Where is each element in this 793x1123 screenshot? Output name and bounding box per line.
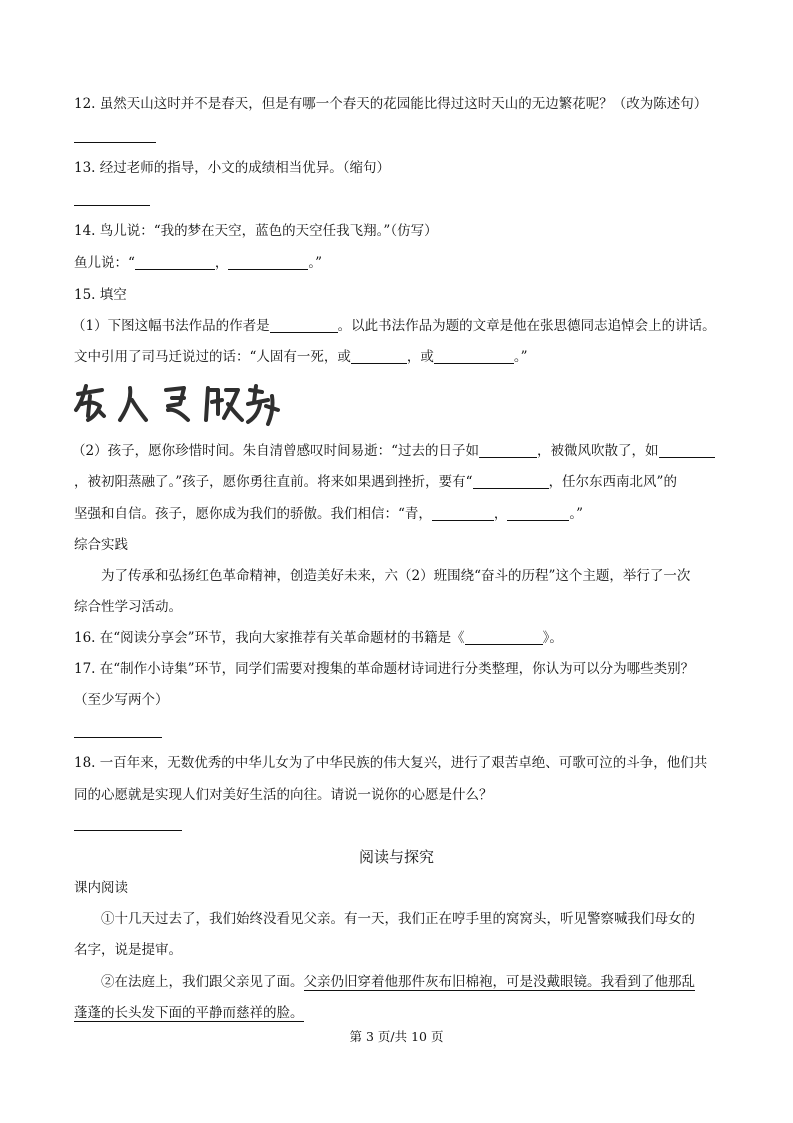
q18-line1: 18. 一百年来，无数优秀的中华儿女为了中华民族的伟大复兴，进行了艰苦卓绝、可歌可泣的斗争，他们共 xyxy=(74,755,708,771)
q17-line1: 17. 在“制作小诗集”环节，同学们需要对搜集的革命题材诗词进行分类整理，你认为可以分为哪些类别？ xyxy=(74,661,695,677)
q17-answer-line[interactable] xyxy=(74,737,162,738)
q15-blank-quote-1[interactable] xyxy=(351,349,407,364)
reading-para2-line2 xyxy=(74,1003,793,1023)
reading-subheading: 课内阅读 xyxy=(74,880,128,896)
q15-title: 15. 填空 xyxy=(74,287,127,303)
reading-para1-line2: 名字，说是提审。 xyxy=(74,942,182,958)
q16-text: 16. 在“阅读分享会”环节，我向大家推荐有关革命题材的书籍是《 》。 xyxy=(74,630,563,646)
reading-para1-line1: ①十几天过去了，我们始终没看见父亲。有一天，我们正在哼手里的窝窝头，听见警察喊我们母女的 xyxy=(101,911,695,927)
q16-blank-book[interactable] xyxy=(465,630,543,645)
q14-answer-row xyxy=(74,253,793,273)
q15-blank-poem[interactable] xyxy=(473,474,549,489)
q14-blank-2[interactable] xyxy=(228,255,308,270)
q15-part2-line3: 坚强和自信。孩子，愿你成为我们的骄傲。我们相信：“青， ， 。” xyxy=(74,506,584,522)
q14-text: 14. 鸟儿说：“我的梦在天空，蓝色的天空任我飞翔。”（仿写） xyxy=(74,223,438,239)
practice-intro-line2: 综合性学习活动。 xyxy=(74,599,182,615)
q14-end: 。” xyxy=(308,255,323,271)
q13-answer-line[interactable] xyxy=(74,205,150,206)
q12-text: 12. 虽然天山这时并不是春天，但是有哪一个春天的花园能比得过这时天山的无边繁花呢？（改为陈述句） xyxy=(74,96,708,112)
q18-answer-line[interactable] xyxy=(74,830,182,831)
q15-part2-line1: （2）孩子，愿你珍惜时间。朱自清曾感叹时间易逝：“过去的日子如 ，被微风吹散了，如 xyxy=(72,441,793,461)
q15-blank-proverb-1[interactable] xyxy=(432,506,494,521)
q13-text: 13. 经过老师的指导，小文的成绩相当优异。（缩句） xyxy=(74,160,391,176)
page-footer: 第 3 页/共 10 页 xyxy=(349,1029,444,1044)
q15-blank-quote-2[interactable] xyxy=(434,349,514,364)
practice-heading: 综合实践 xyxy=(74,537,128,553)
underlined-sentence-cont: 蓬蓬的长头发下面的平静而慈祥的脸。 xyxy=(74,1005,304,1021)
q15-blank-time-2[interactable] xyxy=(659,443,715,458)
q14-comma: ， xyxy=(214,255,229,271)
q15-part2-line2: ，被初阳蒸融了。”孩子，愿你勇往直前。将来如果遇到挫折，要有“ ，任尔东西南北风”的 xyxy=(74,474,677,490)
q15-part1-line1: （1）下图这幅书法作品的作者是 。以此书法作品为题的文章是他在张思德同志追悼会上的讲话。 xyxy=(72,318,716,334)
q15-blank-proverb-2[interactable] xyxy=(507,506,569,521)
q14-prefix: 鱼儿说：“ xyxy=(74,255,135,271)
reading-section-title: 阅读与探究 xyxy=(358,848,434,866)
q15-blank-time-1[interactable] xyxy=(479,443,537,458)
q12-answer-line[interactable] xyxy=(74,142,156,143)
reading-para2-line1: ②在法庭上，我们跟父亲见了面。父亲仍旧穿着他那件灰布旧棉袍，可是没戴眼镜。我看到了他那乱 xyxy=(101,974,695,990)
q15-blank-author[interactable] xyxy=(270,318,338,333)
underlined-sentence: 父亲仍旧穿着他那件灰布旧棉袍，可是没戴眼镜。我看到了他那乱 xyxy=(303,974,695,990)
practice-intro-line1: 为了传承和弘扬红色革命精神，创造美好未来，六（2）班围绕“奋斗的历程”这个主题，举行了一次 xyxy=(101,568,691,584)
q15-part1-line2: 文中引用了司马迁说过的话：“人固有一死，或 ，或 。” xyxy=(74,349,528,365)
q18-line2: 同的心愿就是实现人们对美好生活的向往。请说一说你的心愿是什么？ xyxy=(74,787,493,803)
q17-line2: （至少写两个） xyxy=(74,692,169,708)
q14-blank-1[interactable] xyxy=(135,255,215,270)
calligraphy-image xyxy=(72,380,282,428)
